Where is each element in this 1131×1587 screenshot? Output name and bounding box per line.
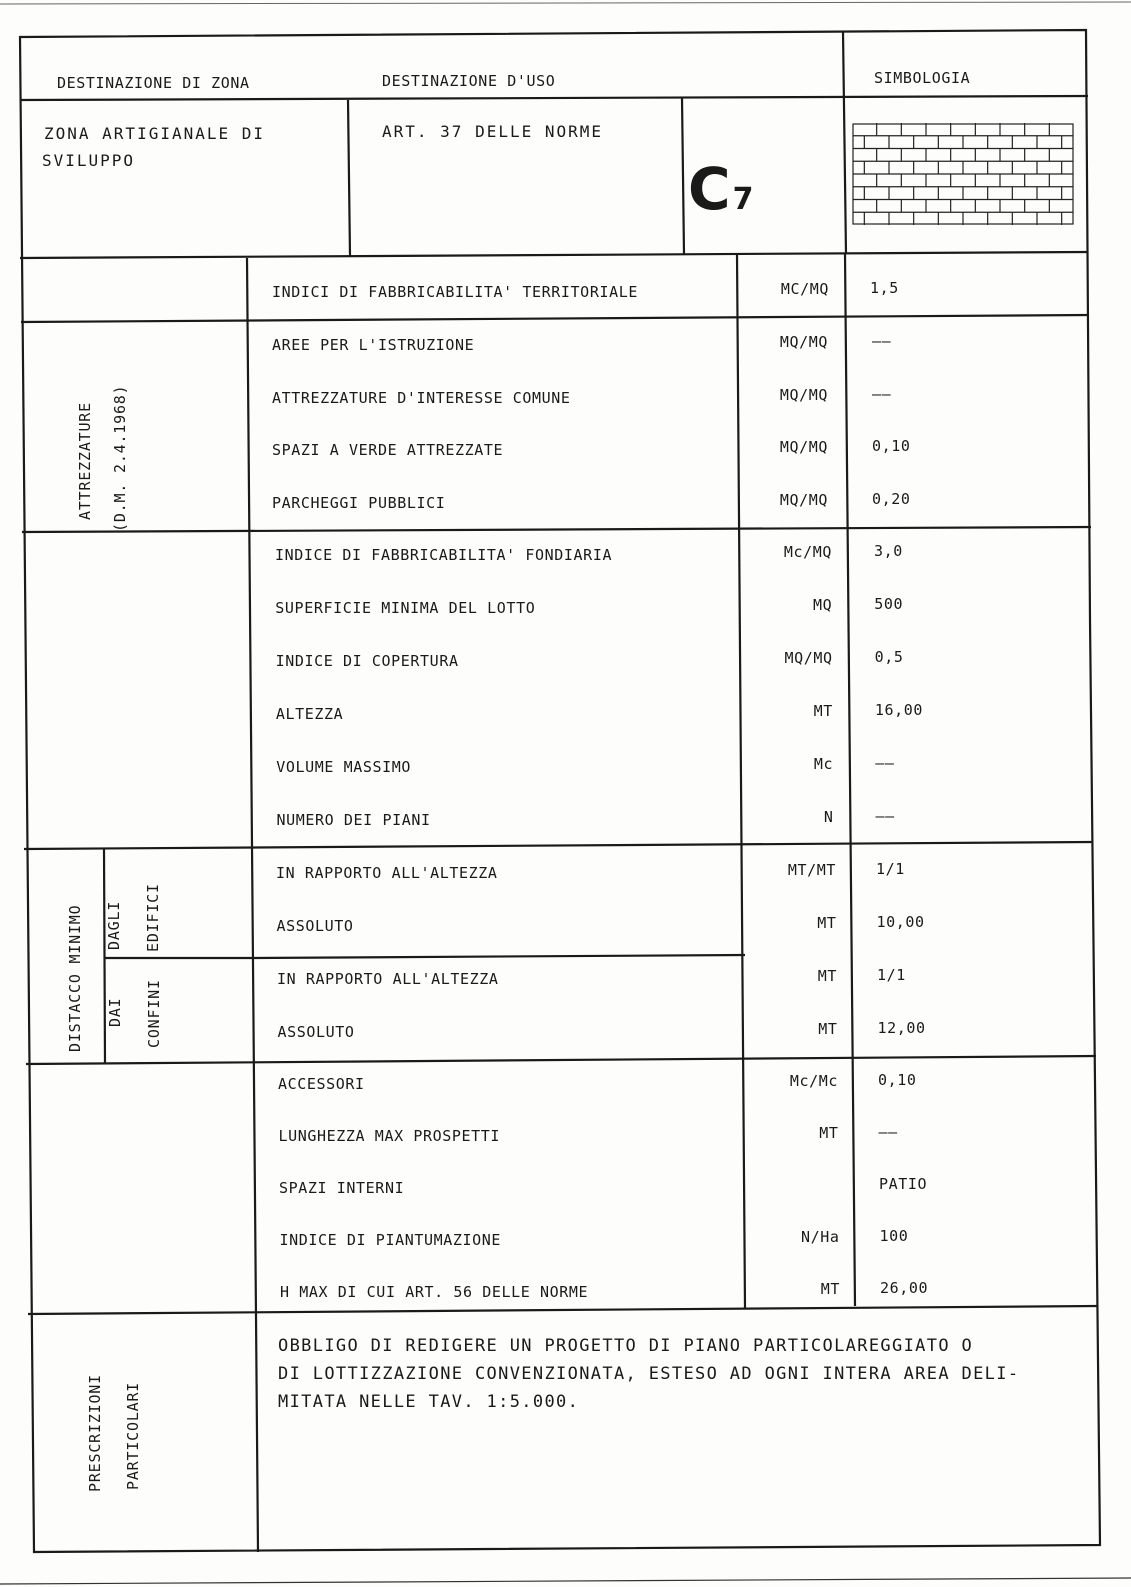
distacco-row-label: ASSOLUTO [276,917,354,935]
prescrizioni-text-line1: OBBLIGO DI REDIGERE UN PROGETTO DI PIANO PARTICOLAREGGIATO O [278,1336,974,1356]
zone-code [688,155,756,223]
prescrizioni-side-label: PRESCRIZIONI [86,1374,104,1492]
zone-code-number: 7 [732,182,756,217]
attrezzature-row-value: 0,20 [872,489,911,508]
altri-row-value: PATIO [879,1175,928,1193]
attrezzature-row-value: —— [872,384,892,403]
attrezzature-row-label: SPAZI A VERDE ATTREZZATE [272,441,504,459]
attrezzature-row-unit: MQ/MQ [779,385,828,404]
altri-row-unit: Mc/Mc [789,1072,838,1090]
distacco-side-label: DISTACCO MINIMO [66,904,84,1052]
fondiaria-row-value: —— [875,807,895,825]
distacco-row-value: 10,00 [876,913,925,931]
edifici-label-line1: DAGLI [105,900,123,950]
fondiaria-row-value: 16,00 [874,701,924,719]
altri-row-unit: N/Ha [800,1228,840,1246]
fondiaria-row-value: —— [875,754,895,772]
attrezzature-row-label: PARCHEGGI PUBBLICI [272,493,446,512]
attrezzature-row-unit: MQ/MQ [779,333,828,351]
altri-row-unit: MT [819,1124,839,1142]
fondiaria-row-label: NUMERO DEI PIANI [276,811,431,829]
altri-row-value: 0,10 [878,1071,917,1089]
distacco-row-value: 1/1 [876,860,905,878]
altri-row-label: ACCESSORI [278,1075,365,1093]
confini-label-line2: CONFINI [145,979,163,1048]
edifici-label-line2: EDIFICI [144,883,162,952]
brick-hatch-pattern-icon [852,123,1076,227]
altri-row-label: SPAZI INTERNI [279,1179,405,1197]
altri-row-label: INDICE DI PIANTUMAZIONE [279,1231,502,1249]
attrezzature-side-label: ATTREZZATURE [76,402,94,520]
prescrizioni-text-line2: DI LOTTIZZAZIONE CONVENZIONATA, ESTESO AD OGNI INTERA AREA DELI- [278,1364,1020,1384]
attrezzature-row-label: ATTREZZATURE D'INTERESSE COMUNE [272,388,571,407]
zona-heading: DESTINAZIONE DI ZONA [57,74,250,92]
zone-code-letter: C [688,155,733,223]
particolari-side-label: PARTICOLARI [124,1381,142,1490]
fondiaria-row-value: 3,0 [874,542,903,560]
attrezzature-row-unit: MQ/MQ [779,490,828,509]
altri-row-label: LUNGHEZZA MAX PROSPETTI [278,1127,501,1145]
uso-value: ART. 37 DELLE NORME [382,122,604,141]
zona-value-line1: ZONA ARTIGIANALE DI [44,124,266,143]
distacco-row-unit: MT [817,967,837,985]
distacco-row-value: 12,00 [877,1019,926,1037]
fondiaria-row-unit: MT [813,702,833,720]
attrezzature-row-unit: MQ/MQ [779,438,828,456]
distacco-row-label: IN RAPPORTO ALL'ALTEZZA [276,864,498,882]
territoriale-label: INDICI DI FABBRICABILITA' TERRITORIALE [272,283,638,301]
fondiaria-row-label: ALTEZZA [275,705,344,723]
distacco-row-unit: MT [818,1020,838,1038]
attrezzature-row-value: —— [872,332,892,350]
altri-row-value: 26,00 [880,1279,929,1297]
altri-row-value: —— [878,1123,898,1141]
fondiaria-row-label: INDICE DI FABBRICABILITA' FONDIARIA [275,546,613,564]
altri-row-label: H MAX DI CUI ART. 56 DELLE NORME [280,1283,589,1301]
fondiaria-row-unit: MQ/MQ [784,649,833,667]
altri-row-value: 100 [879,1227,909,1245]
attrezzature-row-value: 0,10 [872,437,911,455]
fondiaria-row-label: INDICE DI COPERTURA [275,652,459,670]
prescrizioni-text-line3: MITATA NELLE TAV. 1:5.000. [278,1392,580,1412]
fondiaria-row-value: 500 [874,595,904,613]
distacco-row-label: ASSOLUTO [277,1023,355,1041]
fondiaria-row-unit: Mc/MQ [783,543,832,561]
fondiaria-row-label: SUPERFICIE MINIMA DEL LOTTO [275,599,536,617]
territoriale-unit: MC/MQ [780,280,829,298]
distacco-row-unit: MT/MT [787,861,836,879]
zona-value-line2: SVILUPPO [42,151,136,170]
fondiaria-row-unit: Mc [813,755,834,773]
simbologia-heading: SIMBOLOGIA [874,69,971,87]
fondiaria-row-value: 0,5 [874,648,904,666]
attrezzature-side-label-dm: (D.M. 2.4.1968) [111,384,129,532]
fondiaria-row-unit: N [823,808,834,826]
attrezzature-row-label: AREE PER L'ISTRUZIONE [272,336,475,354]
distacco-row-value: 1/1 [877,966,906,984]
fondiaria-row-label: VOLUME MASSIMO [276,758,412,776]
territoriale-value: 1,5 [870,279,899,297]
confini-label-line1: DAI [106,997,124,1027]
altri-row-unit: MT [820,1280,840,1298]
distacco-row-unit: MT [817,914,837,932]
fondiaria-row-unit: MQ [813,596,833,614]
distacco-row-label: IN RAPPORTO ALL'ALTEZZA [277,970,499,988]
uso-heading: DESTINAZIONE D'USO [382,72,556,90]
